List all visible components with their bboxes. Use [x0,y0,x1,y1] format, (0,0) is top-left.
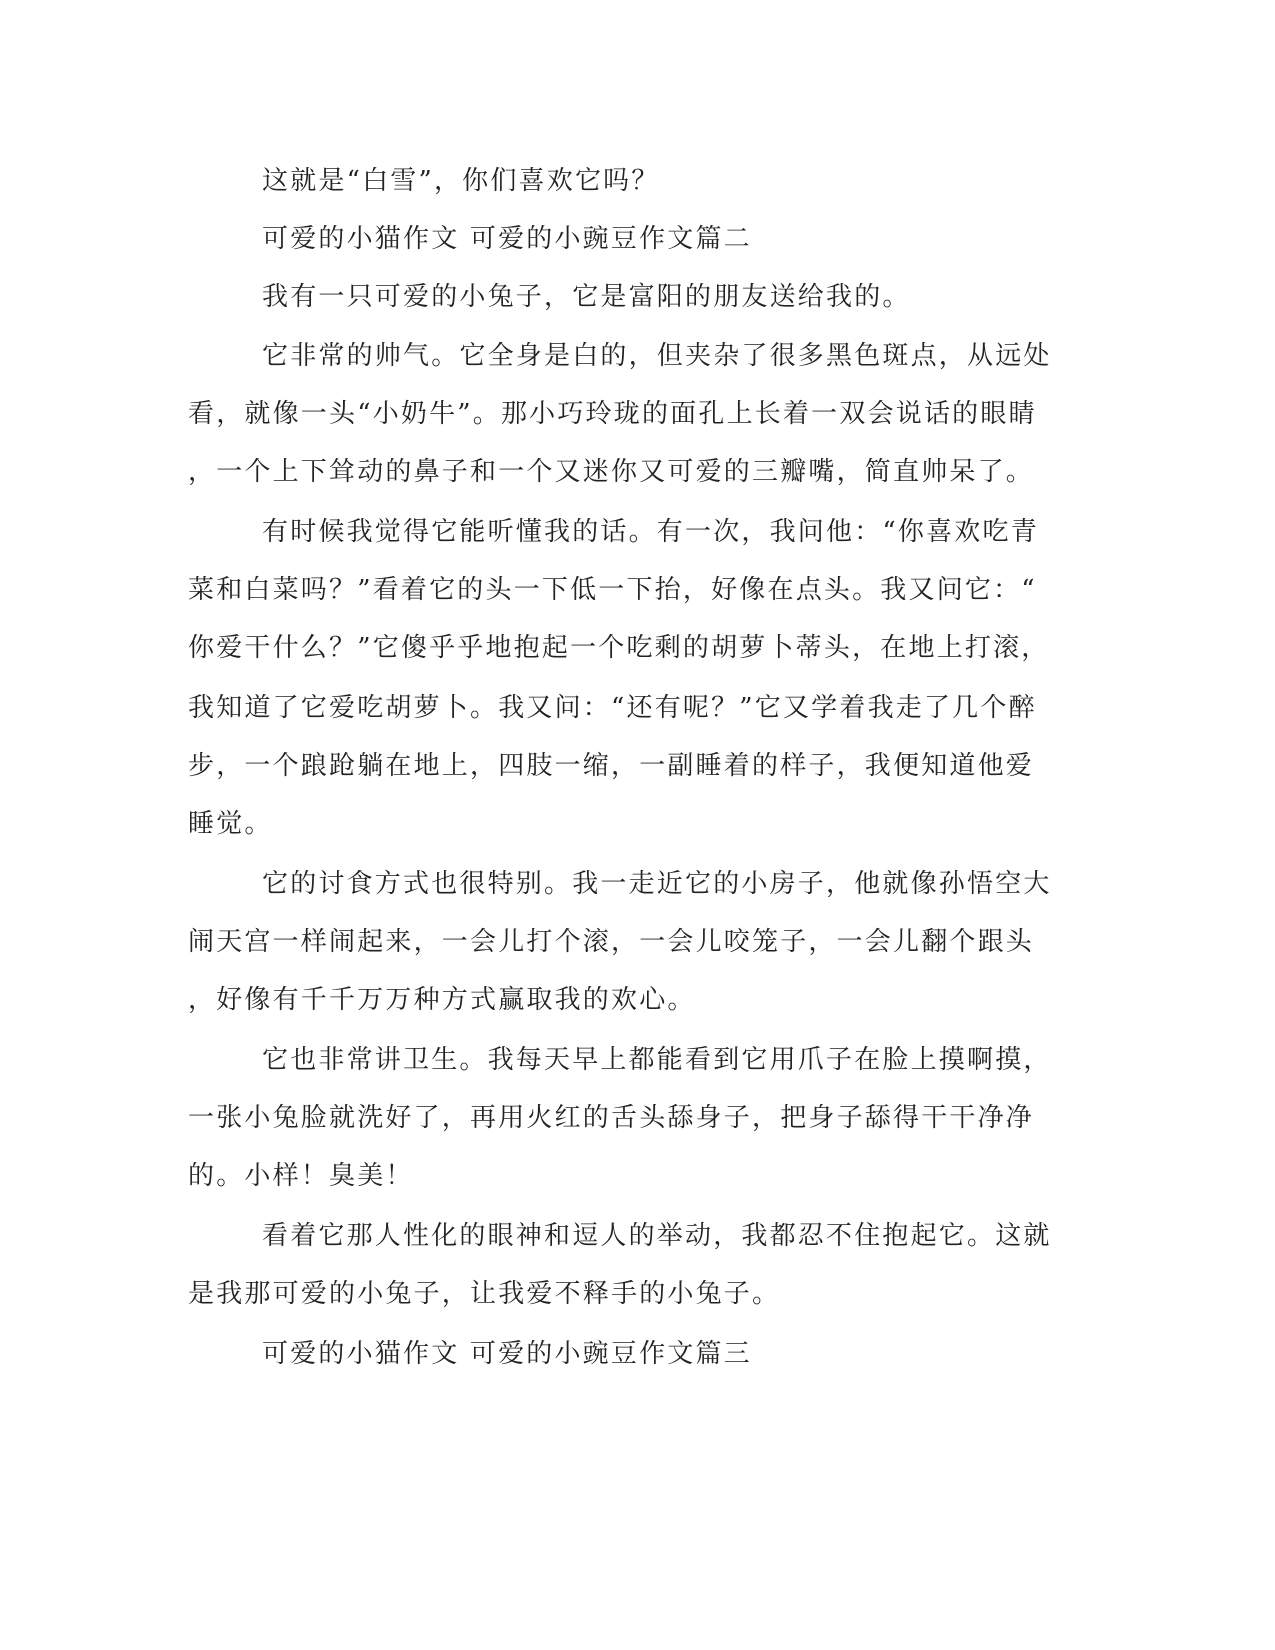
paragraph-line: 菜和白菜吗？”看着它的头一下低一下抬，好像在点头。我又问它：“ [188,575,1037,605]
paragraph-line: 你爱干什么？”它傻乎乎地抱起一个吃剩的胡萝卜蒂头，在地上打滚， [188,633,1050,663]
paragraph-line: 它的讨食方式也很特别。我一走近它的小房子，他就像孙悟空大 [262,869,1052,899]
paragraph-line: 闹天宫一样闹起来，一会儿打个滚，一会儿咬笼子，一会儿翻个跟头 [188,927,1035,957]
paragraph-line: 我知道了它爱吃胡萝卜。我又问：“还有呢？”它又学着我走了几个醉 [188,693,1037,723]
paragraph-line: ，好像有千千万万种方式赢取我的欢心。 [188,985,696,1015]
section-heading: 可爱的小猫作文 可爱的小豌豆作文篇三 [262,1339,752,1369]
paragraph-line: 步，一个踉跄躺在地上，四肢一缩，一副睡着的样子，我便知道他爱 [188,751,1035,781]
paragraph-line: 的。小样！臭美！ [188,1161,414,1191]
paragraph-line: 看着它那人性化的眼神和逗人的举动，我都忍不住抱起它。这就 [262,1221,1052,1251]
paragraph-line: 它非常的帅气。它全身是白的，但夹杂了很多黑色斑点，从远处 [262,341,1052,371]
paragraph-line: 一张小兔脸就洗好了，再用火红的舌头舔身子，把身子舔得干干净净 [188,1103,1035,1133]
paragraph-line: 有时候我觉得它能听懂我的话。有一次，我问他：“你喜欢吃青 [262,517,1039,547]
paragraph-line: 它也非常讲卫生。我每天早上都能看到它用爪子在脸上摸啊摸， [262,1045,1052,1075]
section-heading: 可爱的小猫作文 可爱的小豌豆作文篇二 [262,224,752,254]
paragraph-line: 这就是“白雪”，你们喜欢它吗？ [262,166,660,196]
paragraph-line: 我有一只可爱的小兔子，它是富阳的朋友送给我的。 [262,282,911,312]
paragraph-line: 睡觉。 [188,809,273,839]
paragraph-line: 看，就像一头“小奶牛”。那小巧玲珑的面孔上长着一双会说话的眼睛 [188,399,1037,429]
paragraph-line: ，一个上下耸动的鼻子和一个又迷你又可爱的三瓣嘴，简直帅呆了。 [188,457,1035,487]
paragraph-line: 是我那可爱的小兔子，让我爱不释手的小兔子。 [188,1279,781,1309]
